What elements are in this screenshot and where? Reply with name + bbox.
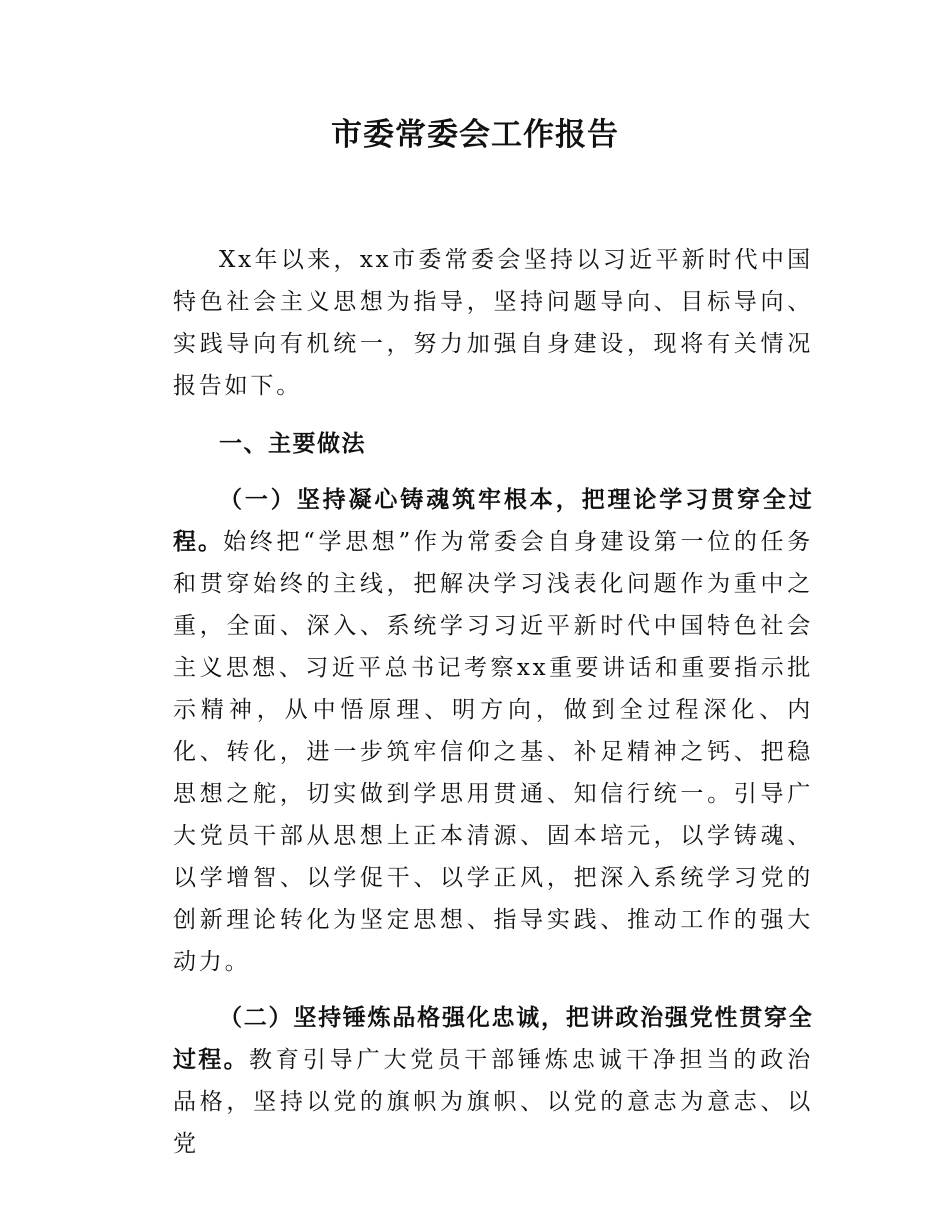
subsection-heading-1: （一）坚持凝心铸魂筑牢根本，把理论学习贯穿全过程。 [173,487,813,555]
subsection-heading-2: （二）坚持锤炼品格强化忠诚，把讲政治强党性贯穿全过程。 [173,1005,813,1073]
subsection-paragraph-1 [173,479,813,983]
section-heading: 一、主要做法 [219,431,366,457]
intro-paragraph: Xx年以来，xx市委常委会坚持以习近平新时代中国特色社会主义思想为指导，坚持问题导向、目标导向、实践导向有机统一，努力加强自身建设，现将有关情况报告如下。 [173,247,813,399]
subsection-paragraph-2 [173,997,813,1165]
subsection-text-1: 始终把“学思想”作为常委会自身建设第一位的任务和贯穿始终的主线，把解决学习浅表化问题作为重中之重，全面、深入、系统学习习近平新时代中国特色社会主义思想、习近平总书记考察xx重要讲话和重要指示批示精神，从中悟原理、明方向，做到全过程深化、内化、转化，进一步筑牢信仰之基、补足精神之钙、把稳思想之舵，切实做到学思用贯通、知信行统一。引导广大党员干部从思想上正本清源、固本培元，以学铸魂、以学增智、以学促干、以学正风，把深入系统学习党的创新理论转化为坚定思想、指导实践、推动工作的强大动力。 [173,529,813,975]
document-body [173,239,813,1165]
subsection-text-2: 教育引导广大党员干部锤炼忠诚干净担当的政治品格，坚持以党的旗帜为旗帜、以党的意志为意志、以党 [173,1047,813,1157]
document-title: 市委常委会工作报告 [331,117,619,153]
